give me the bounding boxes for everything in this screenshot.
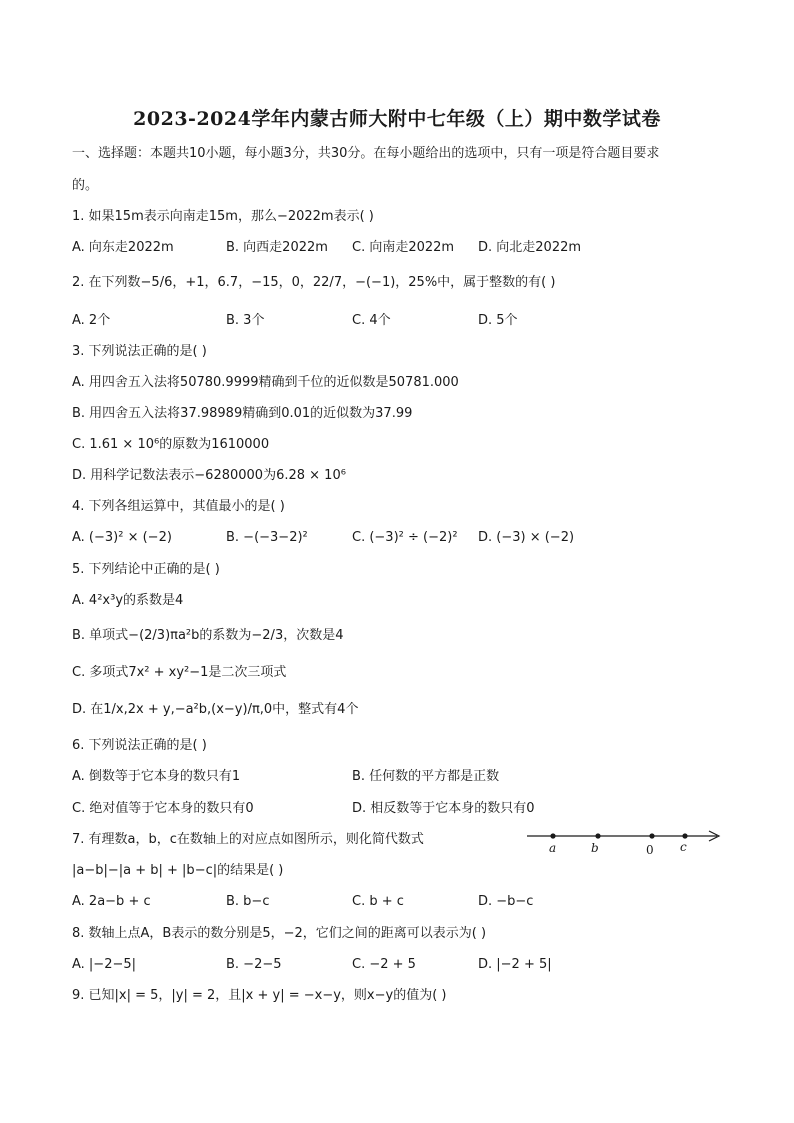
number-line-point-a — [550, 833, 555, 838]
question-7-stem-line2: |a−b|−|a + b| + |b−c|的结果是( ) — [72, 863, 284, 878]
question-4-option-b: B. −(−3−2)² — [226, 530, 308, 545]
question-1-stem: 1. 如果15m表示向南走15m，那么−2022m表示( ) — [72, 209, 374, 224]
question-4-option-c: C. (−3)² ÷ (−2)² — [352, 530, 458, 545]
question-6-option-b: B. 任何数的平方都是正数 — [352, 769, 500, 784]
question-8-option-a: A. |−2−5| — [72, 957, 137, 972]
number-line-point-zero — [649, 833, 654, 838]
question-7-option-b: B. b−c — [226, 894, 270, 909]
question-5-option-a: A. 4²x³y的系数是4 — [72, 593, 184, 608]
question-3-stem: 3. 下列说法正确的是( ) — [72, 344, 207, 359]
question-3-option-a: A. 用四舍五入法将50780.9999精确到千位的近似数是50781.000 — [72, 375, 459, 390]
question-7-stem-line1: 7. 有理数a，b，c在数轴上的对应点如图所示，则化简代数式 — [72, 832, 424, 847]
number-line-point-c — [682, 833, 687, 838]
question-2-option-a: A. 2个 — [72, 313, 111, 328]
question-2-option-c: C. 4个 — [352, 313, 391, 328]
question-1-option-b: B. 向西走2022m — [226, 240, 328, 255]
question-2-option-d: D. 5个 — [478, 313, 518, 328]
question-8-stem: 8. 数轴上点A，B表示的数分别是5，−2，它们之间的距离可以表示为( ) — [72, 926, 487, 941]
number-line-label-c: c — [680, 840, 687, 854]
question-7-option-c: C. b + c — [352, 894, 404, 909]
question-8-option-d: D. |−2 + 5| — [478, 957, 552, 972]
question-7-option-a: A. 2a−b + c — [72, 894, 151, 909]
question-2-option-b: B. 3个 — [226, 313, 265, 328]
page-title: 2023-2024学年内蒙古师大附中七年级（上）期中数学试卷 — [133, 108, 661, 130]
question-3-option-c: C. 1.61 × 10⁶的原数为1610000 — [72, 437, 270, 452]
question-6-option-d: D. 相反数等于它本身的数只有0 — [352, 801, 535, 816]
question-1-option-a: A. 向东走2022m — [72, 240, 174, 255]
section-instructions-line2: 的。 — [72, 178, 99, 193]
number-line-label-a: a — [549, 841, 557, 855]
question-3-option-d: D. 用科学记数法表示−6280000为6.28 × 10⁶ — [72, 468, 346, 483]
question-5-stem: 5. 下列结论中正确的是( ) — [72, 562, 220, 577]
question-1-option-d: D. 向北走2022m — [478, 240, 582, 255]
question-9-stem: 9. 已知|x| = 5，|y| = 2，且|x + y| = −x−y，则x−y的值为( ) — [72, 988, 447, 1003]
number-line-figure — [525, 824, 725, 860]
question-4-option-d: D. (−3) × (−2) — [478, 530, 575, 545]
number-line-point-b — [595, 833, 600, 838]
question-5-option-d: D. 在1/x,2x + y,−a²b,(x−y)/π,0中，整式有4个 — [72, 702, 359, 717]
number-line-label-b: b — [591, 841, 599, 855]
question-8-option-b: B. −2−5 — [226, 957, 282, 972]
question-4-stem: 4. 下列各组运算中，其值最小的是( ) — [72, 499, 285, 514]
question-3-option-b: B. 用四舍五入法将37.98989精确到0.01的近似数为37.99 — [72, 406, 413, 421]
question-5-option-c: C. 多项式7x² + xy²−1是二次三项式 — [72, 665, 287, 680]
question-6-stem: 6. 下列说法正确的是( ) — [72, 738, 207, 753]
number-line-label-zero: 0 — [646, 843, 654, 857]
section-instructions-line1: 一、选择题：本题共10小题，每小题3分，共30分。在每小题给出的选项中，只有一项是符合题目要求 — [72, 146, 660, 161]
question-5-option-b: B. 单项式−(2/3)πa²b的系数为−2/3，次数是4 — [72, 628, 344, 643]
question-4-option-a: A. (−3)² × (−2) — [72, 530, 172, 545]
question-6-option-a: A. 倒数等于它本身的数只有1 — [72, 769, 241, 784]
question-2-stem: 2. 在下列数−5/6，+1，6.7，−15，0，22/7，−(−1)，25%中，属于整数的有( ) — [72, 275, 556, 290]
question-1-option-c: C. 向南走2022m — [352, 240, 455, 255]
question-7-option-d: D. −b−c — [478, 894, 534, 909]
question-8-option-c: C. −2 + 5 — [352, 957, 416, 972]
question-6-option-c: C. 绝对值等于它本身的数只有0 — [72, 801, 254, 816]
